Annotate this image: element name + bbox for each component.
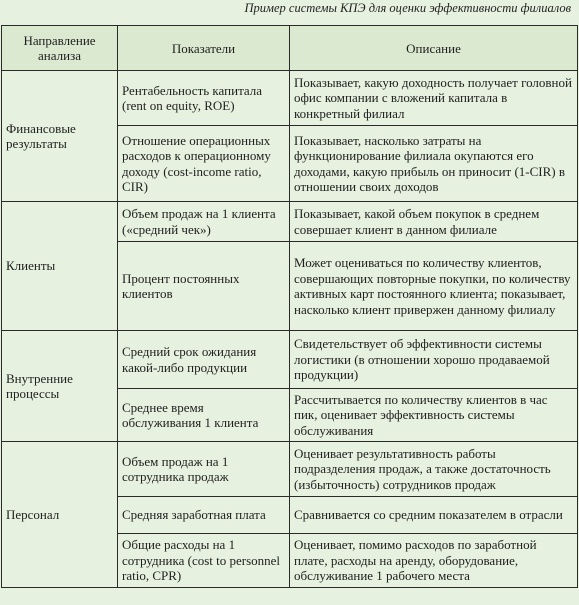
indicator-cell: Отношение операционных расходов к операционному доходу (cost-income ratio, CIR) (118, 126, 290, 202)
header-description: Описание (290, 26, 578, 71)
header-direction: Направление анализа (2, 26, 118, 71)
indicator-cell: Процент постоянных клиентов (118, 242, 290, 331)
direction-cell: Внутренние процессы (2, 331, 118, 442)
description-cell: Рассчитывается по количеству клиентов в час пик, оценивает эффективность системы обслуживания (290, 389, 578, 442)
indicator-cell: Средняя заработная плата (118, 497, 290, 534)
table-caption: Пример системы КПЭ для оценки эффективности филиалов (244, 1, 571, 15)
direction-cell: Персонал (2, 442, 118, 588)
description-cell: Показывает, какую доходность получает головной офис компании с вложений капитала в конкретный филиал (290, 71, 578, 126)
description-cell: Показывает, какой объем покупок в среднем совершает клиент в данном филиале (290, 202, 578, 242)
kpi-table (1, 25, 578, 588)
table-header-row (2, 26, 578, 71)
description-cell: Оценивает, помимо расходов по заработной плате, расходы на аренду, оборудование, обслуживание 1 рабочего места (290, 534, 578, 588)
description-cell: Может оцениваться по количеству клиентов, совершающих повторные покупки, по количеству активных карт постоянного клиента; показывает, насколько клиент привержен данному филиалу (290, 242, 578, 331)
direction-cell: Клиенты (2, 202, 118, 331)
table-row (2, 202, 578, 242)
description-cell: Оценивает результативность работы подразделения продаж, а также достаточность (избыточность) сотрудников продаж (290, 442, 578, 497)
indicator-cell: Общие расходы на 1 сотрудника (cost to personnel ratio, CPR) (118, 534, 290, 588)
indicator-cell: Рентабельность капитала (rent on equity, ROE) (118, 71, 290, 126)
indicator-cell: Объем продаж на 1 сотрудника продаж (118, 442, 290, 497)
indicator-cell: Средний срок ожидания какой-либо продукции (118, 331, 290, 389)
direction-cell: Финансовые результаты (2, 71, 118, 202)
indicator-cell: Среднее время обслуживания 1 клиента (118, 389, 290, 442)
description-cell: Сравнивается со средним показателем в отрасли (290, 497, 578, 534)
description-cell: Свидетельствует об эффективности системы логистики (в отношении хорошо продаваемой продукции) (290, 331, 578, 389)
table-row (2, 71, 578, 126)
header-indicators: Показатели (118, 26, 290, 71)
description-cell: Показывает, насколько затраты на функционирование филиала окупаются его доходами, какую прибыль он приносит (1-CIR) в отношении своих доходов (290, 126, 578, 202)
table-row (2, 442, 578, 497)
table-row (2, 331, 578, 389)
indicator-cell: Объем продаж на 1 клиента («средний чек») (118, 202, 290, 242)
